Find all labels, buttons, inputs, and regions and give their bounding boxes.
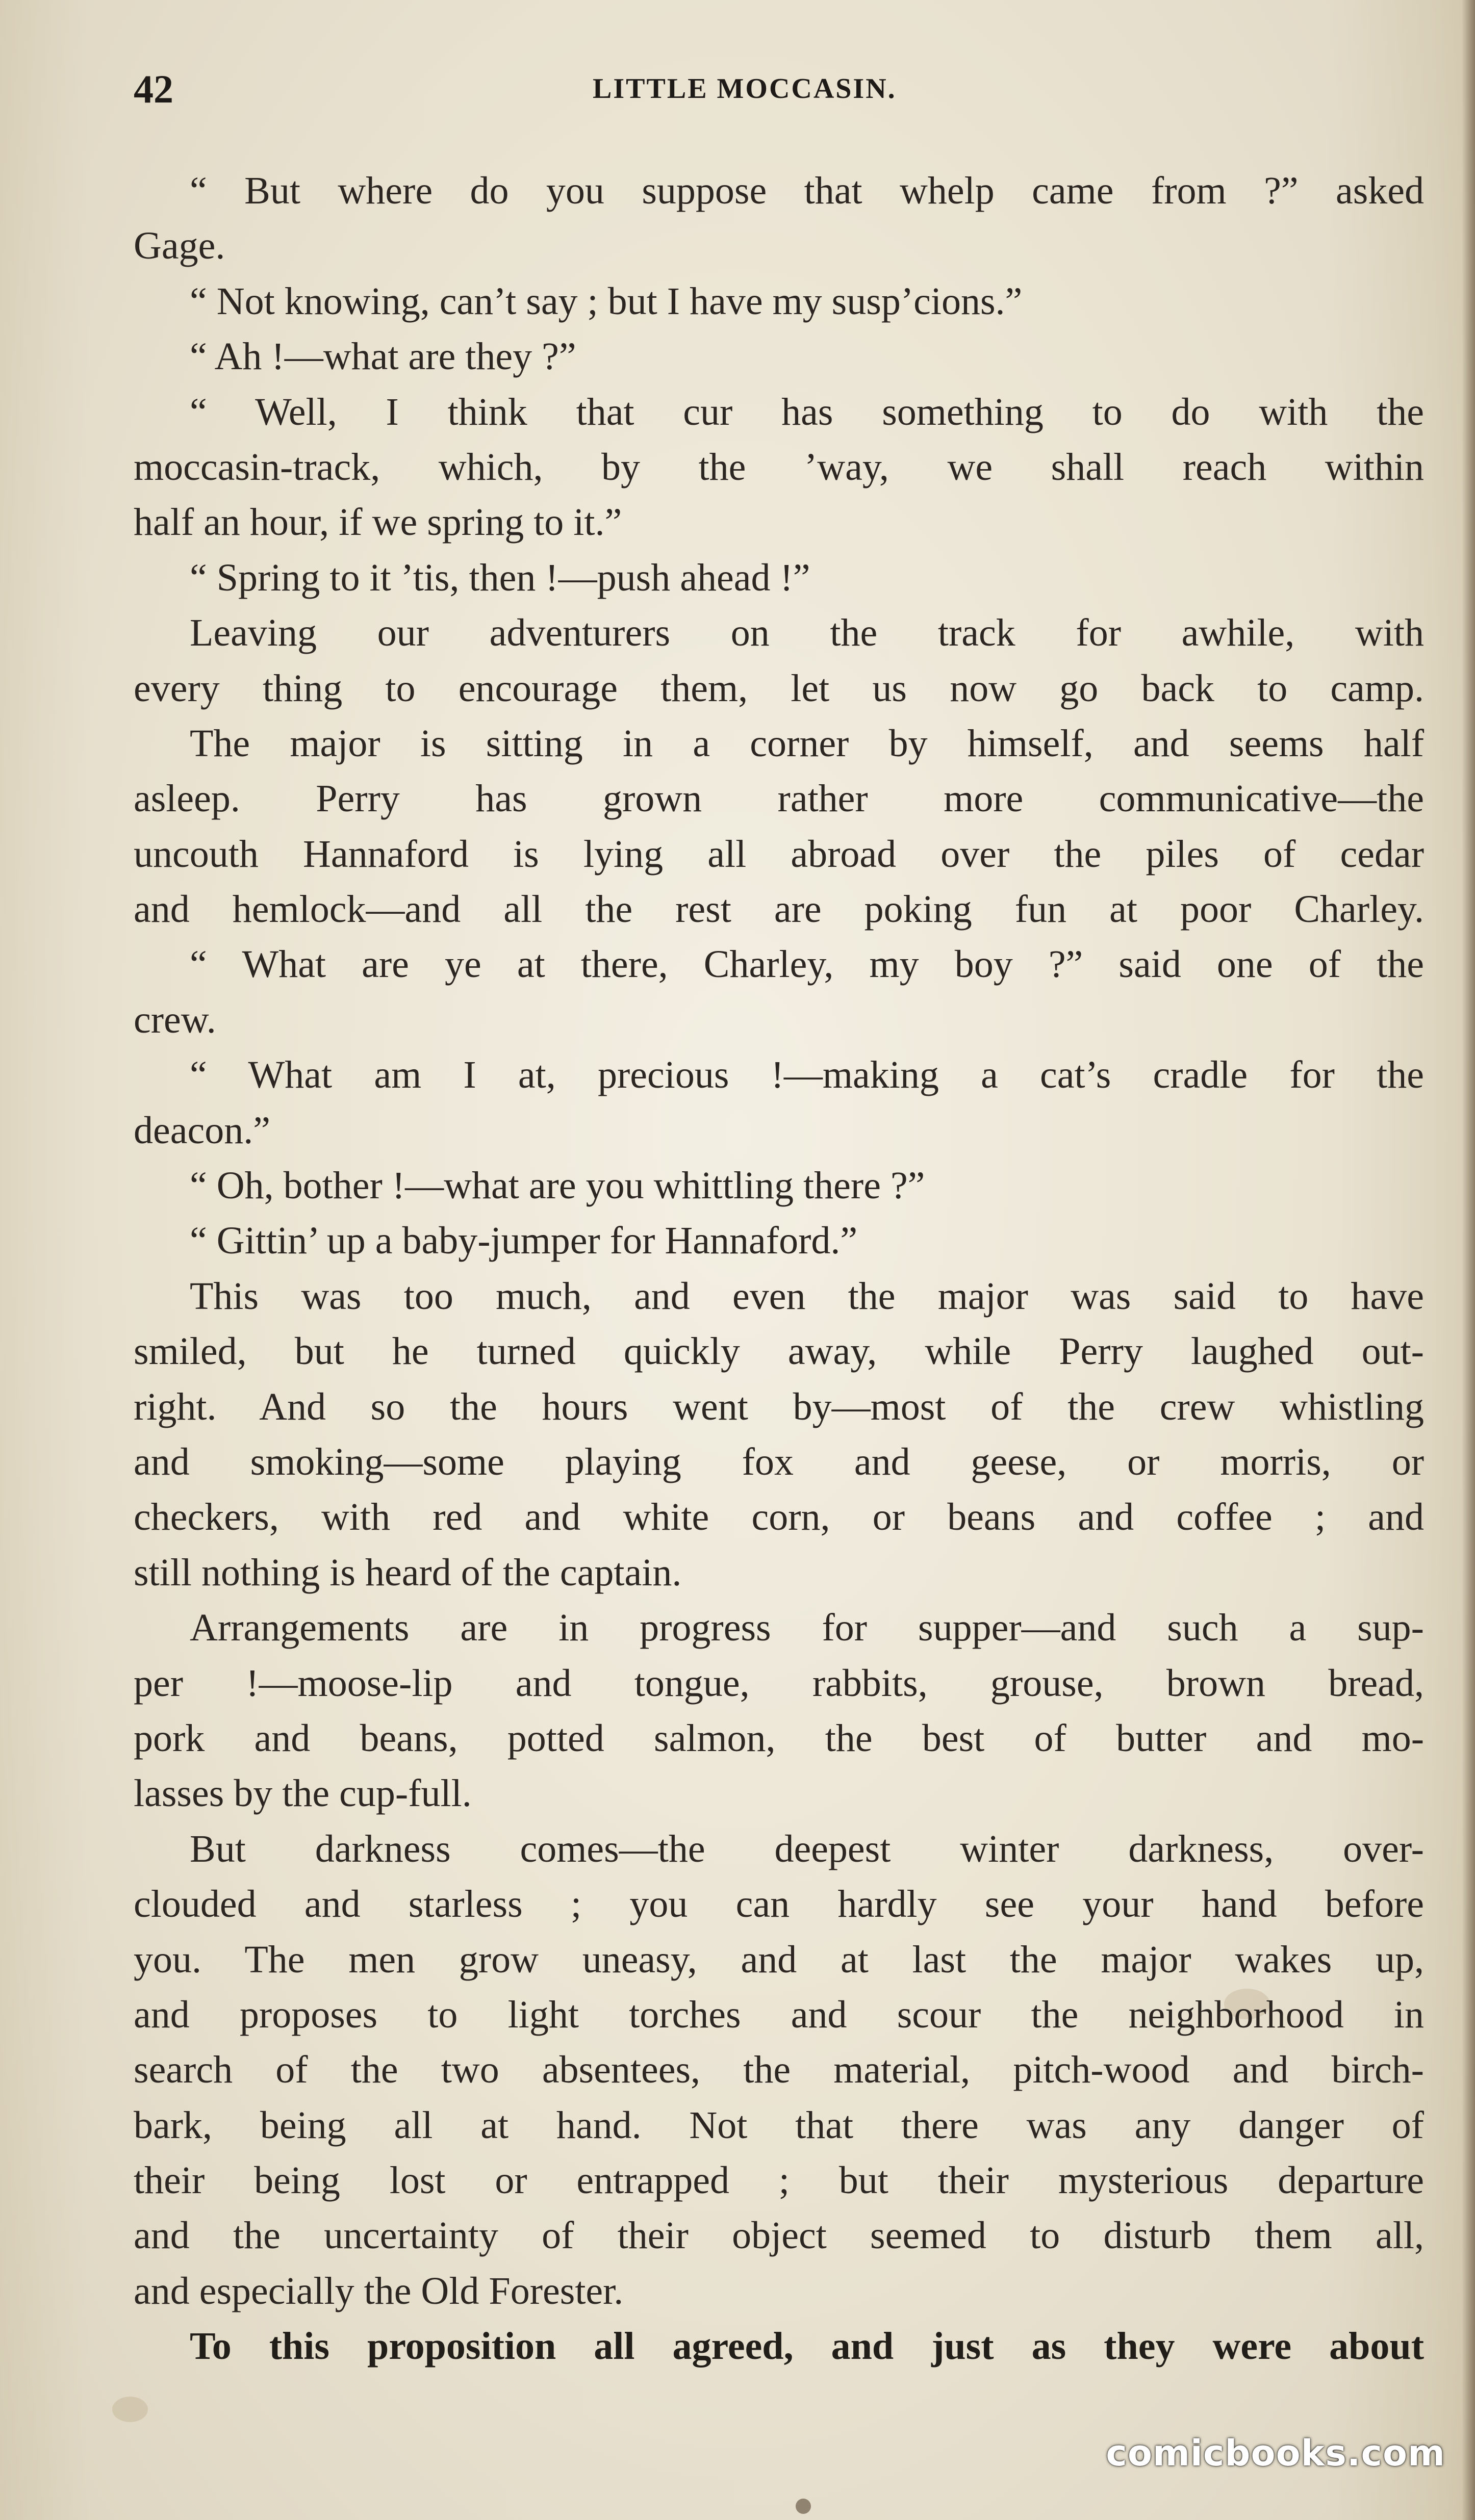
text-line: clouded and starless ; you can hardly see your hand before [134, 1883, 1424, 1926]
paper-stain [796, 2499, 811, 2514]
text-line: The major is sitting in a corner by himself, and seems half [190, 722, 1424, 765]
text-line: every thing to encourage them, let us now go back to camp. [134, 666, 1424, 710]
page-number: 42 [134, 67, 173, 111]
text-line: This was too much, and even the major was said to have [190, 1274, 1424, 1318]
text-line: and smoking—some playing fox and geese, or morris, or [134, 1440, 1424, 1483]
paper-stain [112, 2397, 148, 2422]
text-line: “ Ah !—what are they ?” [190, 335, 576, 378]
text-line: But darkness comes—the deepest winter darkness, over- [190, 1827, 1424, 1870]
text-line: checkers, with red and white corn, or beans and coffee ; and [134, 1496, 1424, 1539]
text-line: To this proposition all agreed, and just as they were about [190, 2325, 1424, 2368]
running-head: LITTLE MOCCASIN. [593, 73, 897, 105]
text-line: half an hour, if we spring to it.” [134, 501, 622, 544]
text-line: Leaving our adventurers on the track for awhile, with [190, 611, 1424, 655]
text-line: Gage. [134, 224, 225, 268]
text-line: right. And so the hours went by—most of the crew whistling [134, 1385, 1424, 1428]
text-line: “ What are ye at there, Charley, my boy ?” said one of the [190, 943, 1424, 986]
text-line: their being lost or entrapped ; but their mysterious departure [134, 2159, 1424, 2202]
text-line: smiled, but he turned quickly away, while Perry laughed out- [134, 1330, 1424, 1373]
text-line: still nothing is heard of the captain. [134, 1551, 682, 1594]
text-line: and the uncertainty of their object seemed to disturb them all, [134, 2214, 1424, 2257]
text-line: deacon.” [134, 1109, 270, 1152]
text-line: crew. [134, 998, 216, 1041]
text-line: per !—moose-lip and tongue, rabbits, grouse, brown bread, [134, 1661, 1424, 1705]
text-line: lasses by the cup-full. [134, 1772, 472, 1815]
text-line: “ But where do you suppose that whelp came from ?” asked [190, 169, 1424, 212]
text-line: you. The men grow uneasy, and at last the major wakes up, [134, 1938, 1424, 1981]
body-text [134, 163, 1424, 2374]
text-line: “ Oh, bother !—what are you whittling there ?” [190, 1164, 925, 1207]
text-line: and proposes to light torches and scour the neighborhood in [134, 1993, 1424, 2036]
text-line: “ Gittin’ up a baby-jumper for Hannaford.” [190, 1219, 858, 1263]
text-line: “ Well, I think that cur has something to do with the [190, 390, 1424, 433]
page-edge [1462, 0, 1475, 2520]
text-line: Arrangements are in progress for supper—and such a sup- [190, 1606, 1424, 1650]
text-line: and hemlock—and all the rest are poking fun at poor Charley. [134, 888, 1424, 931]
text-line: moccasin-track, which, by the ’way, we shall reach within [134, 445, 1424, 488]
watermark: comicbooks.com [1106, 2432, 1445, 2474]
text-line: asleep. Perry has grown rather more communicative—the [134, 777, 1424, 820]
page-header [134, 66, 1409, 117]
text-line: uncouth Hannaford is lying all abroad over the piles of cedar [134, 832, 1424, 876]
text-line: “ Spring to it ’tis, then !—push ahead !” [190, 556, 810, 599]
text-line: search of the two absentees, the material, pitch-wood and birch- [134, 2048, 1424, 2092]
text-line: bark, being all at hand. Not that there was any danger of [134, 2103, 1424, 2147]
text-line: “ What am I at, precious !—making a cat’s cradle for the [190, 1053, 1424, 1097]
text-line: pork and beans, potted salmon, the best of butter and mo- [134, 1716, 1424, 1760]
text-line: and especially the Old Forester. [134, 2269, 624, 2312]
text-line: “ Not knowing, can’t say ; but I have my susp’cions.” [190, 279, 1023, 323]
